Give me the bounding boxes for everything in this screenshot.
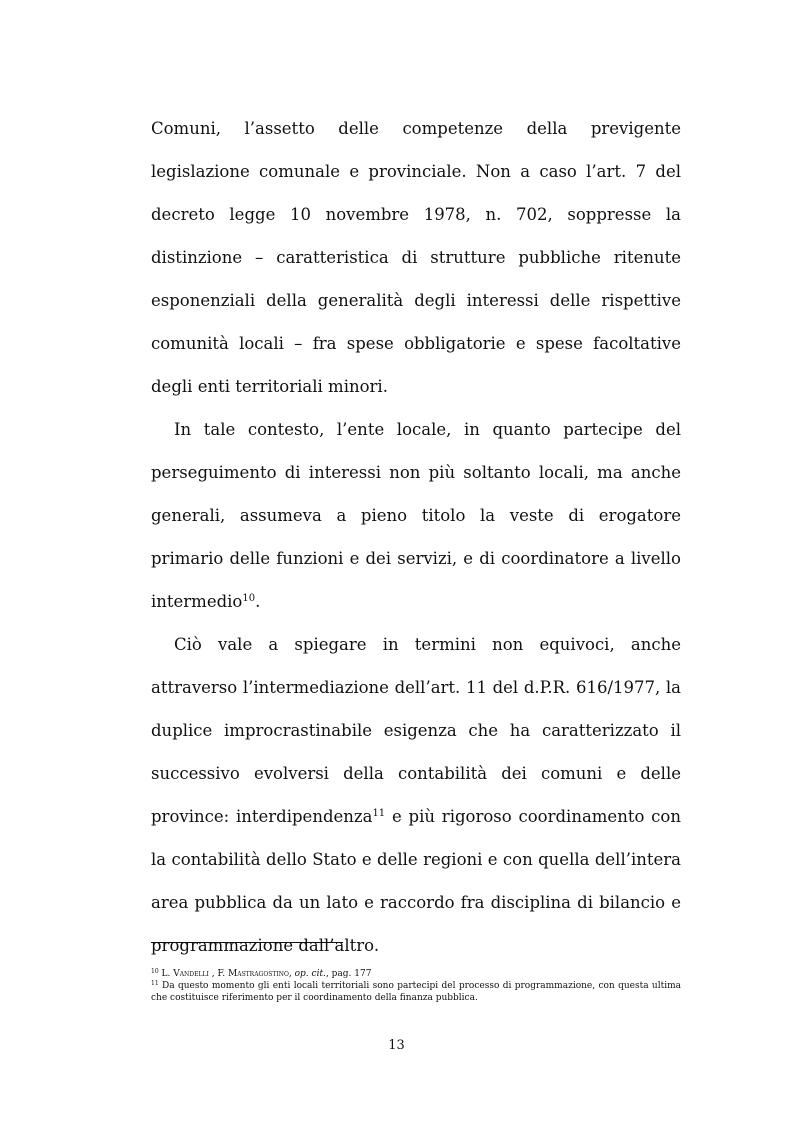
footnote-separator xyxy=(151,942,343,943)
footnote-number-11: 11 xyxy=(151,980,159,987)
page-number: 13 xyxy=(388,1038,405,1053)
footnote-11 xyxy=(151,980,681,1004)
footnote-separator-text: , xyxy=(208,969,218,979)
paragraph-2-text: In tale contesto, l’ente locale, in quanto partecipe del perseguimento di interessi non più soltanto locali, ma anche generali, assumeva a pieno titolo la veste di erogatore primario delle funzioni e dei servizi, e di coordinatore a livello intermedio xyxy=(151,420,681,611)
paragraph-1-text: Comuni, l’assetto delle competenze della previgente legislazione comunale e provinciale. Non a caso l’art. 7 del decreto legge 10 novembre 1978, n. 702, soppresse la distinzione – caratteristica di strutture pubbliche ritenute esponenziali della generalità degli interessi delle rispettive comunità locali – fra spese obbligatorie e spese facoltative degli enti territoriali minori. xyxy=(151,119,681,396)
paragraph-3-text: Ciò vale a spiegare in termini non equivoci, anche attraverso l’intermediazione dell’art. 11 del d.P.R. 616/1977, la duplice improcrastinabile esigenza che ha caratterizzato il successivo evolversi della contabilità dei comuni e delle province: interdipendenza xyxy=(151,635,681,826)
footnote-ref-11: 11 xyxy=(372,808,386,819)
footnote-author2-name: Mastragostino xyxy=(228,969,289,979)
footnote-number-10: 10 xyxy=(151,968,159,975)
footnote-10 xyxy=(151,968,681,980)
footnote-author1-initial: L. xyxy=(161,969,174,979)
paragraph-3-end: e più rigoroso coordinamento con la contabilità dello Stato e delle regioni e con quella dell’intera area pubblica da un lato e raccordo fra disciplina di bilancio e programmazione dall’altro. xyxy=(151,807,681,955)
paragraph-2 xyxy=(151,408,681,623)
body-text xyxy=(151,107,681,967)
paragraph-2-end: . xyxy=(255,592,261,611)
footnote-ref-10: 10 xyxy=(242,593,256,604)
footnote-author2-initial: F. xyxy=(217,969,229,979)
footnote-11-text: Da questo momento gli enti locali territoriali sono partecipi del processo di programmazione, con questa ultima che costituisce riferimento per il coordinamento della finanza pubblica. xyxy=(151,981,681,1003)
footnote-page-ref: , pag. 177 xyxy=(325,969,372,979)
footnote-op-cit: op. cit. xyxy=(294,969,326,979)
paragraph-3 xyxy=(151,623,681,967)
footnote-comma: , xyxy=(288,969,295,979)
footnote-author1-name: Vandelli xyxy=(173,969,209,979)
paragraph-1 xyxy=(151,107,681,408)
footnotes xyxy=(151,968,681,1004)
